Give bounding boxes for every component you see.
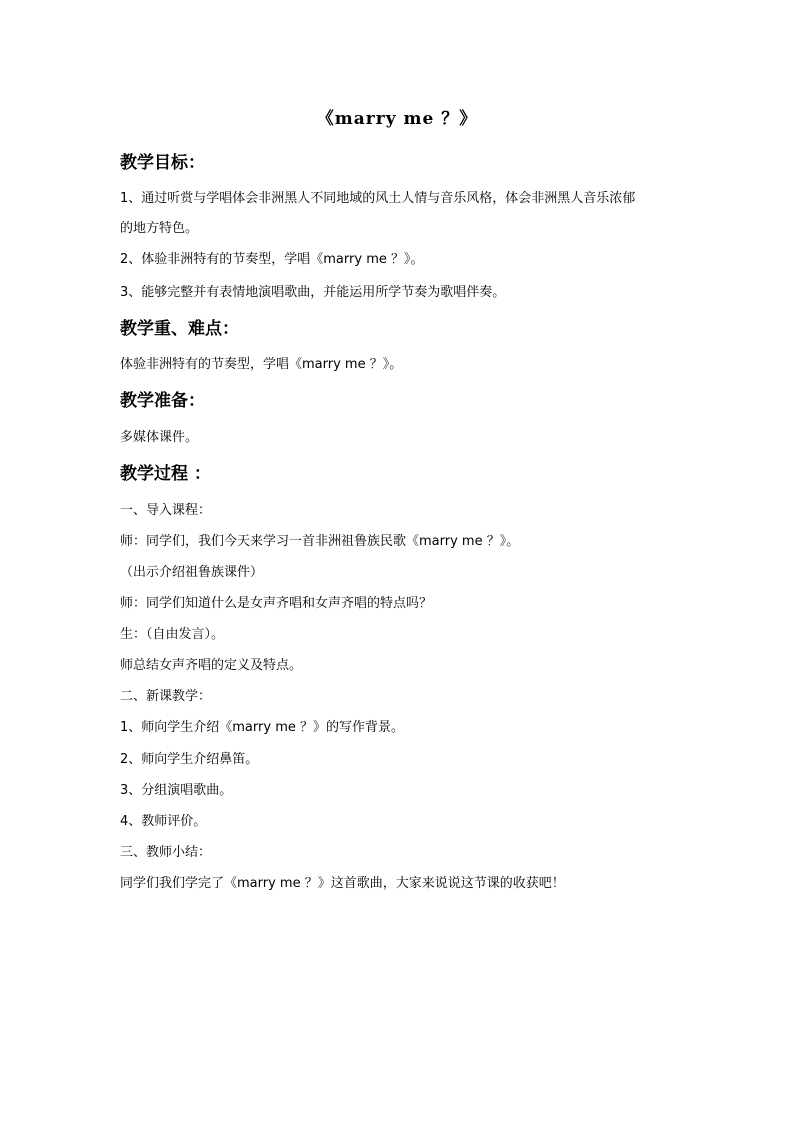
process-line-7: 二、新课教学： bbox=[120, 689, 212, 704]
process-line-8: 1、师向学生介绍《marry me ？》的写作背景。 bbox=[120, 720, 404, 735]
preparation-line-1: 多媒体课件。 bbox=[120, 430, 199, 445]
section-heading-goals: 教学目标： bbox=[120, 153, 205, 173]
section-heading-process: 教学过程 ： bbox=[120, 464, 211, 484]
process-line-6: 师总结女声齐唱的定义及特点。 bbox=[120, 658, 303, 673]
goals-line-1: 1、通过听赏与学唱体会非洲黑人不同地域的风土人情与音乐风格，体会非洲黑人音乐浓郁 bbox=[120, 191, 636, 206]
process-line-11: 4、教师评价。 bbox=[120, 814, 207, 829]
document-title: 《marry me ？》 bbox=[316, 109, 478, 129]
goals-line-3: 2、体验非洲特有的节奏型，学唱《marry me ？》。 bbox=[120, 252, 424, 267]
process-line-10: 3、分组演唱歌曲。 bbox=[120, 783, 233, 798]
goals-line-2: 的地方特色。 bbox=[120, 221, 199, 236]
goals-line-4: 3、能够完整并有表情地演唱歌曲，并能运用所学节奏为歌唱伴奏。 bbox=[120, 285, 506, 300]
process-line-9: 2、师向学生介绍鼻笛。 bbox=[120, 752, 259, 767]
process-line-12: 三、教师小结： bbox=[120, 845, 212, 860]
process-line-2: 师：同学们，我们今天来学习一首非洲祖鲁族民歌《marry me ？》。 bbox=[120, 534, 520, 549]
section-heading-keypoints: 教学重、难点： bbox=[120, 319, 239, 339]
process-line-4: 师：同学们知道什么是女声齐唱和女声齐唱的特点吗？ bbox=[120, 596, 433, 611]
keypoints-line-1: 体验非洲特有的节奏型，学唱《marry me ？》。 bbox=[120, 357, 403, 372]
process-line-1: 一、导入课程： bbox=[120, 503, 212, 518]
process-line-5: 生：（自由发言）。 bbox=[120, 627, 225, 642]
process-line-13: 同学们我们学完了《marry me ？》这首歌曲，大家来说说这节课的收获吧！ bbox=[120, 876, 565, 891]
process-line-3: （出示介绍祖鲁族课件） bbox=[120, 565, 264, 580]
section-heading-preparation: 教学准备： bbox=[120, 391, 205, 411]
